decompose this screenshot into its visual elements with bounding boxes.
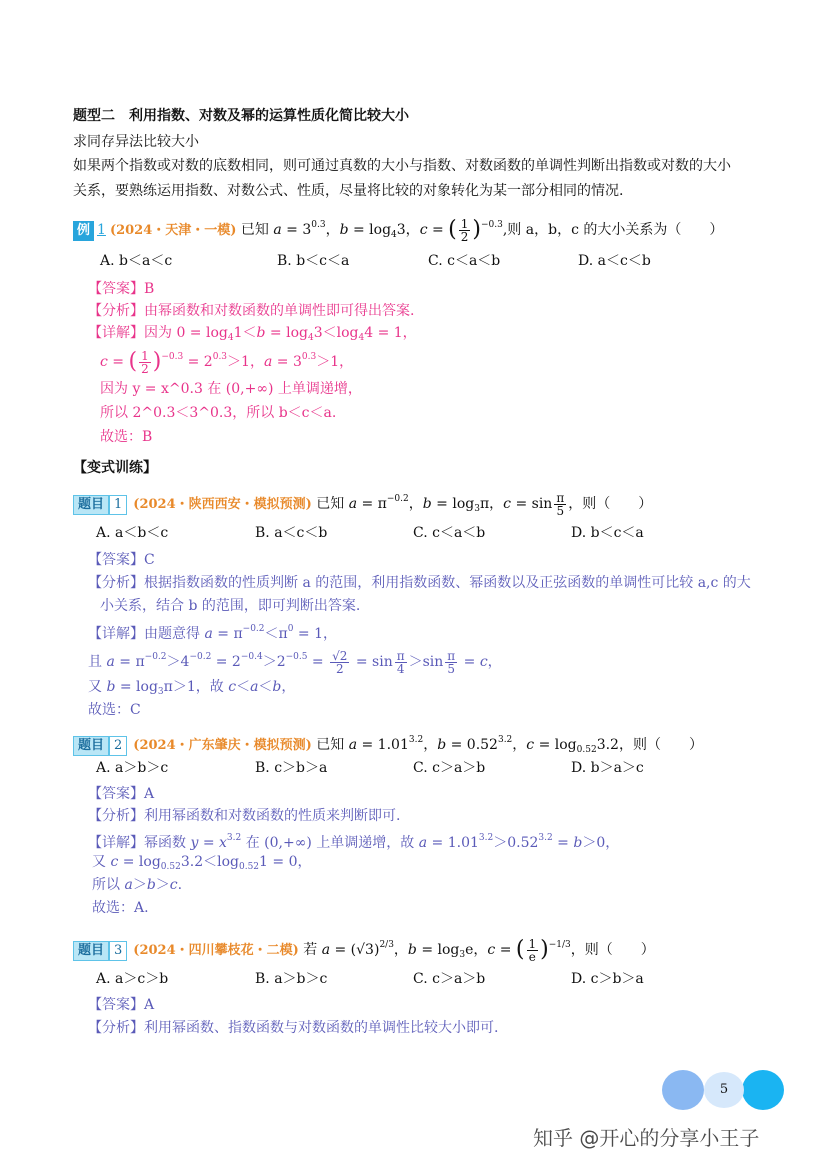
example-answer: 【答案】B [88,281,155,297]
problem-1-detail-line-1: 【详解】由题意得 $a = \pi^{-0.2}<\pi^0 = 1$， [88,624,337,642]
problem-2-stem: 题目 2 (2024・广东肇庆・模拟预测) 已知 $a = 1.01^{3.2}$，$b = 0.52^{3.2}$，$c = \log_{0.52}3.2$，则（ ） [73,731,703,759]
example-source: (2024・天津・一模) [109,223,237,238]
example-detail-line-2: c = ( $\frac{1}{2}$ )$^{-0.3} = 2^{0.3}>1$，$a = 3^{0.3}>1$， [100,348,354,376]
problem-2-analysis: 【分析】利用幂函数和对数函数的性质来判断即可. [88,808,401,824]
example-option-c[interactable]: C. c＜a＜b [428,253,501,269]
problem-1-source: (2024・陕西西安・模拟预测) [133,497,312,512]
problem-1-option-a[interactable]: A. a＜b＜c [96,525,169,541]
example-detail-line-1: 【详解】因为 $0 = \log_41<b = \log_43<\log_44 = 1$， [88,325,417,343]
page-number: 5 [704,1072,744,1108]
problem-1-option-b[interactable]: B. a＜c＜b [255,525,328,541]
example-stem-suffix: ,则 a，b，c 的大小关系为（ ） [502,222,724,238]
problem-3-option-d[interactable]: D. c＞b＞a [571,971,644,987]
problem-3-option-b[interactable]: B. a＞b＞c [255,971,328,987]
problem-1-answer: 【答案】C [88,552,155,568]
problem-1-option-c[interactable]: C. c＜a＜b [413,525,486,541]
problem-1-stem: 题目 1 (2024・陕西西安・模拟预测) 已知 $a = \pi^{-0.2}$，$b = \log_3\pi$，c = sin $\frac{\pi}{5}$ ，则（ ） [73,490,652,518]
problem-2-detail-line-1: 【详解】幂函数 $y = x^{3.2}$ 在 (0,+∞) 上单调递增，故 $a = 1.01^{3.2}>0.52^{3.2} = b>0$， [88,833,620,851]
example-stem-prefix: 已知 [240,222,269,238]
problem-1-analysis-line-2: 小关系，结合 b 的范围，即可判断出答案. [100,598,361,614]
example-option-d[interactable]: D. a＜c＜b [578,253,651,269]
problem-3-answer: 【答案】A [88,997,155,1013]
method-name: 求同存异法比较大小 [73,134,199,150]
problem-2-choice: 故选：A. [92,900,149,916]
problem-2-option-a[interactable]: A. a＞b＞c [96,760,169,776]
problem-2-number: 2 [109,736,127,756]
page-circle-left [662,1070,704,1110]
example-detail-line-3: 因为 y = x^0.3 在 (0,+∞) 上单调递增， [100,381,362,397]
example-detail-label: 【详解】 [88,325,144,341]
problem-3-number: 3 [109,941,127,961]
problem-3-analysis: 【分析】利用幂函数、指数函数与对数函数的单调性比较大小即可. [88,1020,499,1036]
example-1-stem: 例 1 (2024・天津・一模) 已知 $a = 3^{0.3}$，$b = \log_43$，c = ( $\frac{1}{2}$ )$^{-0.3}$,则 a，b，c 的大小关系为（ ） [73,216,723,244]
problem-3-option-c[interactable]: C. c＞a＞b [413,971,486,987]
problem-1-detail-line-3: 又 $b = \log_3\pi>1$，故 c＜a＜b， [88,679,296,697]
problem-3-source: (2024・四川攀枝花・二模) [133,943,299,958]
problem-3-stem: 题目 3 (2024・四川攀枝花・二模) 若 $a = (√3)^{2/3}$，$b = \log_3e$，c = ( $\frac{1}{e}$ )$^{-1/3}$，则（ ） [73,936,655,964]
problem-2-detail-line-3: 所以 a＞b＞c. [92,877,183,893]
example-choice: 故选：B [100,429,153,445]
practice-header: 【变式训练】 [73,460,157,476]
example-option-b[interactable]: B. b＜c＜a [277,253,350,269]
section-title: 题型二 利用指数、对数及幂的运算性质化简比较大小 [73,108,409,124]
example-analysis: 【分析】由幂函数和对数函数的单调性即可得出答案. [88,303,415,319]
problem-1-detail-line-2: 且 $a = \pi^{-0.2}>4^{-0.2} = 2^{-0.4}>2^{-0.5}$ = $\frac{√2}{2}$ = sin $\frac{\pi}{4}$ ＞sin $\frac{\pi}{5}$ = c， [88,648,502,676]
problem-1-option-d[interactable]: D. b＜c＜a [571,525,644,541]
intro-line-2: 关系，要熟练运用指数、对数公式、性质，尽量将比较的对象转化为某一部分相同的情况. [73,183,624,199]
problem-2-option-d[interactable]: D. b＞a＞c [571,760,644,776]
problem-2-badge: 题目 [73,736,109,756]
example-number: 1 [97,222,106,238]
problem-1-choice: 故选：C [88,702,141,718]
problem-2-source: (2024・广东肇庆・模拟预测) [133,738,312,753]
problem-2-detail-line-2: 又 $c = \log_{0.52}3.2<\log_{0.52}1 = 0$， [92,854,312,872]
problem-1-badge: 题目 [73,495,109,515]
problem-3-badge: 题目 [73,941,109,961]
intro-line-1: 如果两个指数或对数的底数相同，则可通过真数的大小与指数、对数函数的单调性判断出指数或对数的大小 [73,158,731,174]
problem-2-option-c[interactable]: C. c＞a＞b [413,760,486,776]
watermark-text: 知乎 @开心的分享小王子 [533,1126,760,1150]
problem-2-option-b[interactable]: B. c＞b＞a [255,760,328,776]
problem-2-answer: 【答案】A [88,786,155,802]
problem-3-option-a[interactable]: A. a＞c＞b [96,971,169,987]
page-circle-right [742,1070,784,1110]
example-badge: 例 [73,221,94,241]
problem-1-analysis-line-1: 【分析】根据指数函数的性质判断 a 的范围，利用指数函数、幂函数以及正弦函数的单调性可比较 a,c 的大 [88,575,751,591]
example-detail-line-4: 所以 2^0.3＜3^0.3，所以 b＜c＜a. [100,405,337,421]
problem-1-number: 1 [109,495,127,515]
example-option-a[interactable]: A. b＜a＜c [100,253,173,269]
